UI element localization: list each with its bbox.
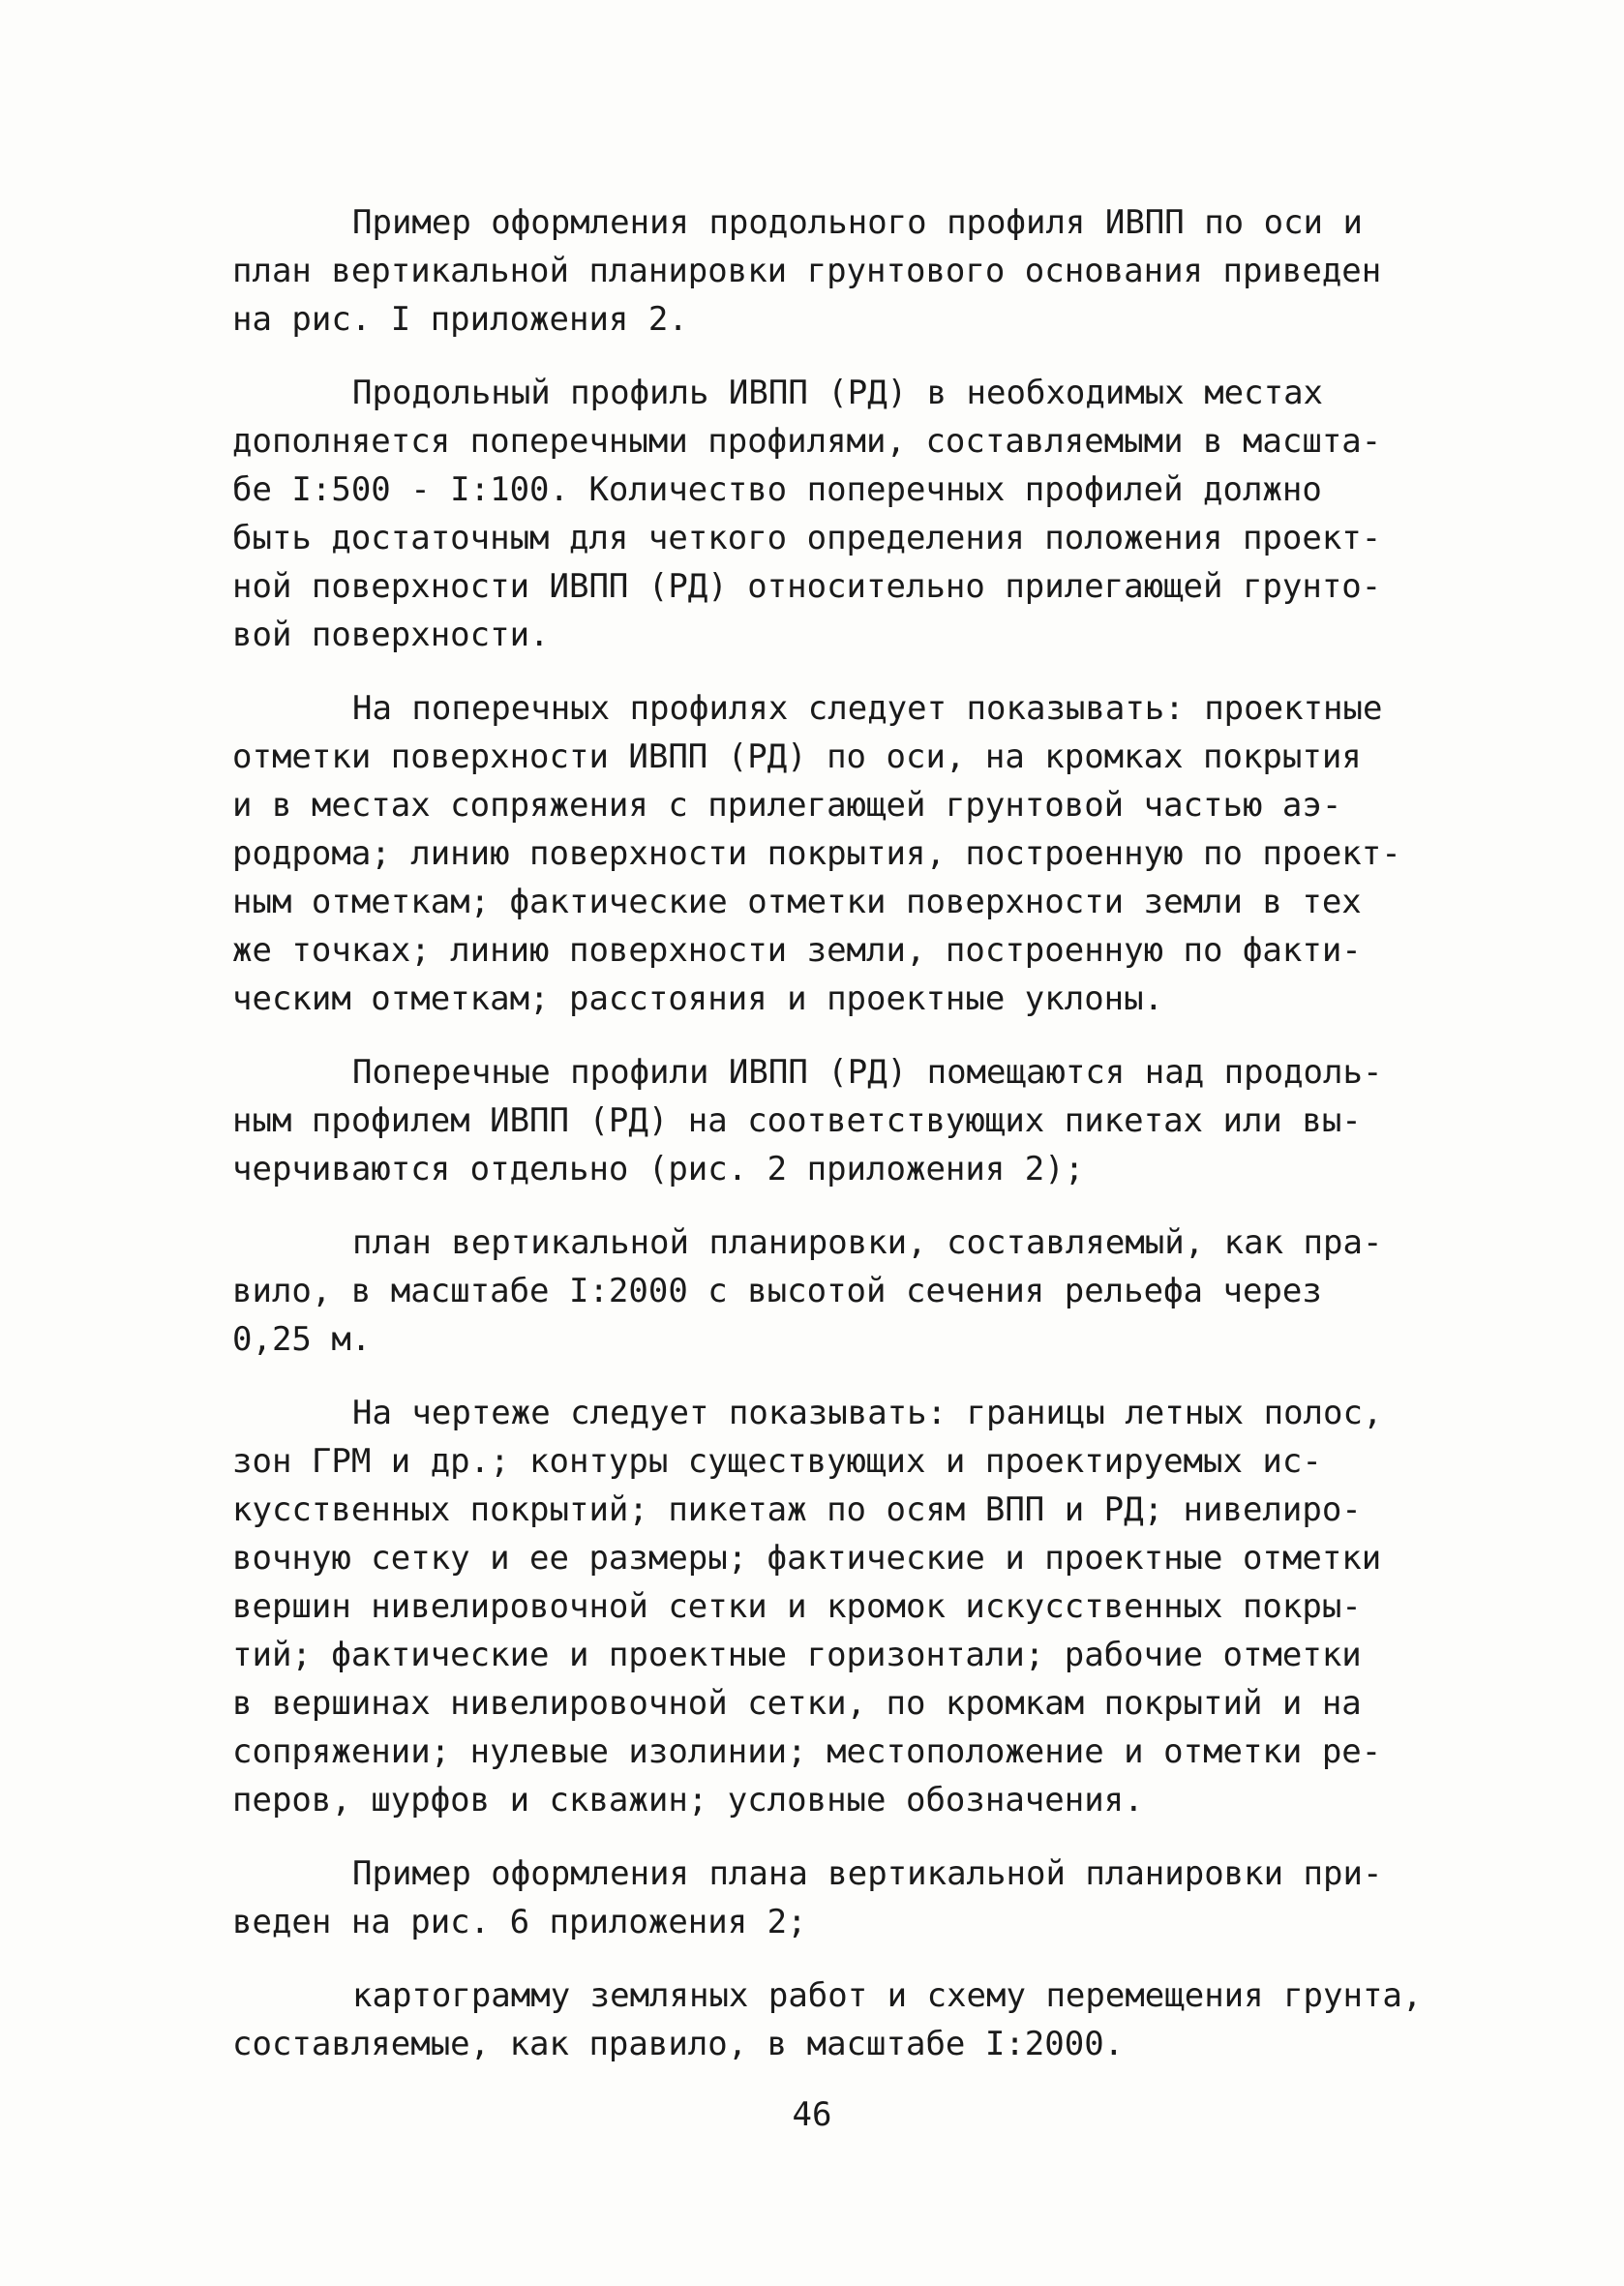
paragraph-longitudinal-profile: Продольный профиль ИВПП (РД) в необходимых местах дополняется поперечными профилями, составляемыми в масшта- бе I:500 - I:100. Количество поперечных профилей должно быть достаточным для четкого определения положения проект- ной поверхности ИВПП (РД) относительно прилегающей грунто- вой поверхности. <box>232 374 1382 654</box>
paragraph-drawing-content: На чертеже следует показывать: границы летных полос, зон ГРМ и др.; контуры существующих и проектируемых ис- кусственных покрытий; пикетаж по осям ВПП и РД; нивелиро- вочную сетку и ее размеры; фактические и проектные отметки вершин нивелировочной сетки и кромок искусственных покры- тий; фактические и проектные горизонтали; рабочие отметки в вершинах нивелировочной сетки, по кромкам покрытий и на сопряжении; нулевые изолинии; местоположение и отметки ре- перов, шурфов и скважин; условные обозначения. <box>232 1394 1383 1820</box>
paragraph-cross-profiles-content: На поперечных профилях следует показывать: проектные отметки поверхности ИВПП (РД) по оси, на кромках покрытия и в местах сопряжения с прилегающей грунтовой частью аэ- родрома; линию поверхности покрытия, построенную по проект- ным отметкам; фактические отметки поверхности земли в тех же точках; линию поверхности земли, построенную по факти- ческим отметкам; расстояния и проектные уклоны. <box>232 689 1401 1018</box>
paragraph-cross-profiles-placement: Поперечные профили ИВПП (РД) помещаются над продоль- ным профилем ИВПП (РД) на соответствующих пикетах или вы- черчиваются отдельно (рис. 2 приложения 2); <box>232 1053 1383 1188</box>
body-text <box>232 198 1425 2093</box>
page-number: 46 <box>792 2095 832 2134</box>
paragraph-cartogram: картограмму земляных работ и схему перемещения грунта, составляемые, как правило, в масштабе I:2000. <box>232 1976 1423 2063</box>
paragraph-vertical-plan: план вертикальной планировки, составляемый, как пра- вило, в масштабе I:2000 с высотой сечения рельефа через 0,25 м. <box>232 1223 1383 1359</box>
paragraph-profile-example: Пример оформления продольного профиля ИВПП по оси и план вертикальной планировки грунтового основания приведен на рис. I приложения 2. <box>232 203 1382 339</box>
paragraph-plan-example: Пример оформления плана вертикальной планировки при- веден на рис. 6 приложения 2; <box>232 1854 1383 1941</box>
